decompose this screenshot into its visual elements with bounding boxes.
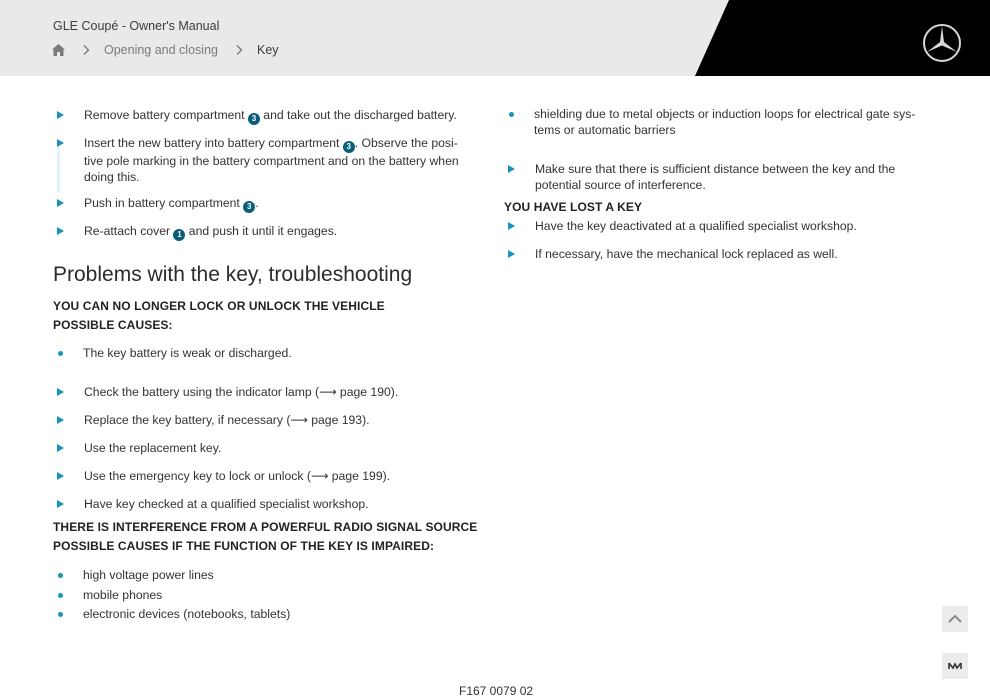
subheading-lost-key: YOU HAVE LOST A KEY [504, 200, 643, 214]
breadcrumb [52, 42, 279, 58]
step-item: Push in battery compartment 3 . [53, 195, 473, 223]
callout-number-icon: 3 [243, 201, 255, 213]
mercedes-star-logo [922, 23, 962, 63]
section-heading: Problems with the key, troubleshooting [53, 263, 413, 286]
step-item: Have the key deactivated at a qualified specialist workshop. [504, 218, 934, 246]
subheading-cannot-lock: YOU CAN NO LONGER LOCK OR UNLOCK THE VEHICLE [53, 299, 385, 313]
breadcrumb-link-opening-closing[interactable]: Opening and closing [104, 43, 218, 57]
callout-number-icon: 1 [173, 229, 185, 241]
battery-steps [53, 107, 473, 251]
step-item: Have key checked at a qualified specialist workshop. [53, 496, 473, 516]
subheading-possible-causes-impaired: POSSIBLE CAUSES IF THE FUNCTION OF THE KEY IS IMPAIRED: [53, 539, 435, 553]
list-item: The key battery is weak or discharged. [53, 345, 473, 361]
bullet-dot-icon [58, 573, 63, 578]
step-item: Check the battery using the indicator lamp (⟶ page 190). [53, 384, 473, 412]
step-arrow-icon [508, 165, 515, 173]
step-item: Replace the key battery, if necessary (⟶ page 193). [53, 412, 473, 440]
step-item: Remove battery compartment 3 and take out the discharged battery. [53, 107, 473, 135]
step-arrow-icon [57, 416, 64, 424]
tool-icon [942, 653, 968, 679]
bullet-dot-icon [58, 593, 63, 598]
step-arrow-icon [508, 222, 515, 230]
cause-list [53, 345, 473, 361]
step-item: Use the emergency key to lock or unlock (⟶ page 199). [53, 468, 473, 496]
troubleshooting-steps [53, 384, 473, 516]
header-bar [0, 0, 990, 76]
interference-list [53, 566, 473, 625]
figure-code: F167 0079 02 [459, 684, 534, 698]
step-item: If necessary, have the mechanical lock replaced as well. [504, 246, 934, 266]
step-arrow-icon [57, 500, 64, 508]
breadcrumb-current: Key [256, 43, 279, 57]
step-arrow-icon [57, 111, 64, 119]
bullet-dot-icon [509, 112, 514, 117]
list-item: shielding due to metal objects or induction loops for electrical gate sys- tems or automatic barriers [504, 106, 934, 138]
home-icon[interactable] [52, 44, 65, 56]
step-arrow-icon [57, 199, 64, 207]
list-item: mobile phones [53, 586, 473, 606]
step-item: Use the replacement key. [53, 440, 473, 468]
step-arrow-icon [57, 388, 64, 396]
bullet-dot-icon [58, 612, 63, 617]
step-item: Insert the new battery into battery compartment 3 . Observe the posi- tive pole marking in the battery compartment and on the battery when doing this. [53, 135, 473, 195]
step-arrow-icon [508, 250, 515, 258]
lost-key-steps [504, 218, 934, 266]
chevron-up-icon [942, 606, 968, 632]
scroll-to-top-button[interactable] [942, 606, 968, 632]
list-item: electronic devices (notebooks, tablets) [53, 605, 473, 625]
step-arrow-icon [57, 227, 64, 235]
step-arrow-icon [57, 444, 64, 452]
subheading-possible-causes: POSSIBLE CAUSES: [53, 318, 173, 332]
step-item: Make sure that there is sufficient distance between the key and the potential source of interference. [504, 161, 934, 193]
step-item: Re-attach cover 1 and push it until it engages. [53, 223, 473, 251]
subheading-interference: THERE IS INTERFERENCE FROM A POWERFUL RADIO SIGNAL SOURCE [53, 520, 478, 534]
callout-number-icon: 3 [248, 113, 260, 125]
step-arrow-icon [57, 139, 64, 147]
feedback-button[interactable] [942, 653, 968, 679]
right-step-list [504, 161, 934, 193]
right-bullet-list [504, 106, 934, 138]
document-title: GLE Coupé - Owner's Manual [53, 19, 220, 33]
list-item: high voltage power lines [53, 566, 473, 586]
callout-number-icon: 3 [343, 141, 355, 153]
bullet-dot-icon [58, 351, 63, 356]
step-arrow-icon [57, 472, 64, 480]
chevron-right-icon [82, 45, 90, 55]
chevron-right-icon [235, 45, 243, 55]
